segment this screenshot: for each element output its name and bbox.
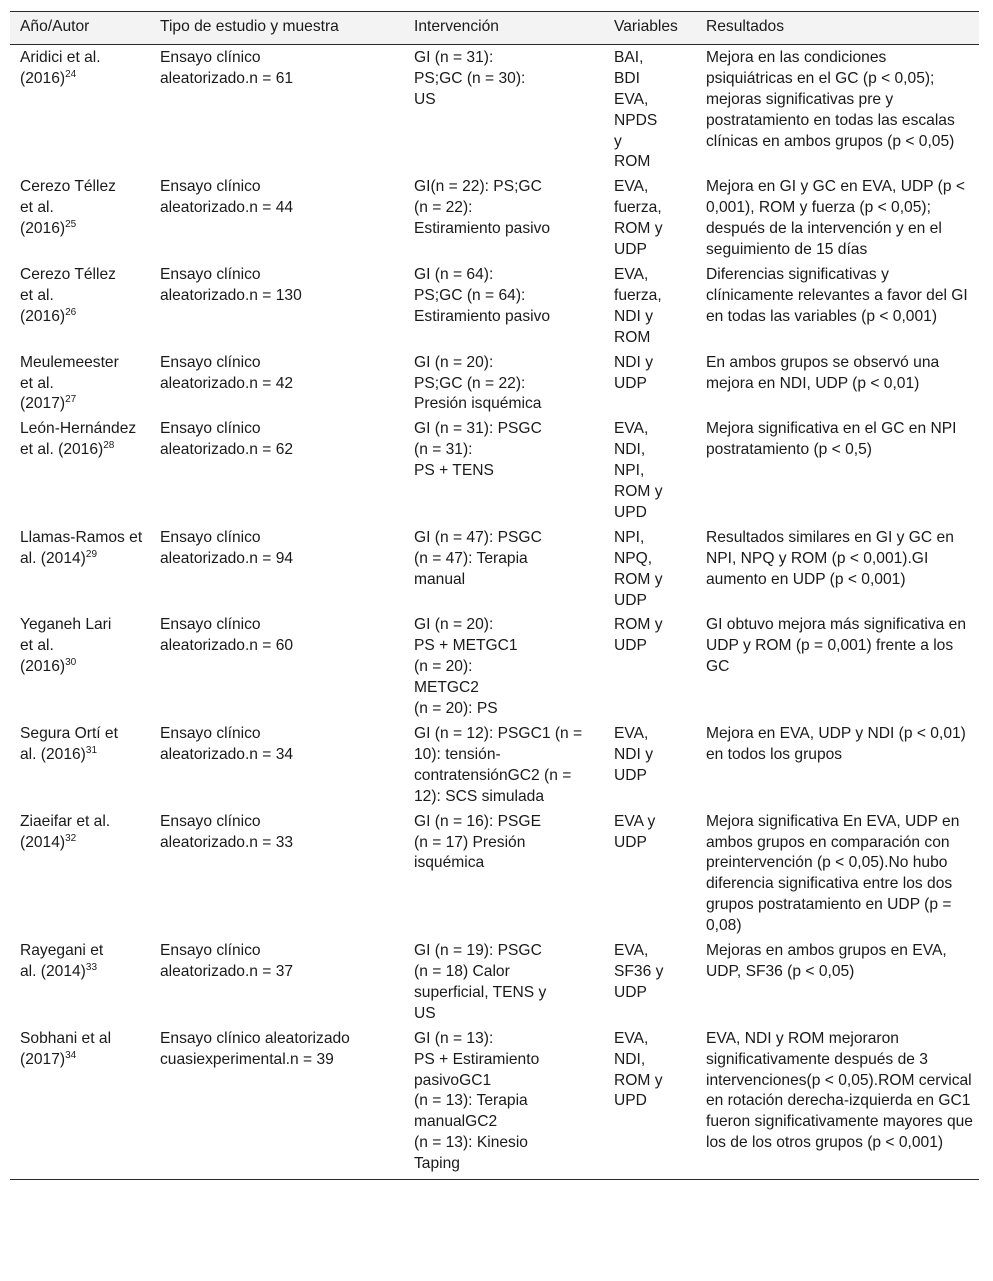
cell-study-type: Ensayo clínico aleatorizado cuasiexperimental.n = 39 xyxy=(150,1026,404,1180)
reference-number: 31 xyxy=(85,744,98,756)
cell-results: Mejora significativa En EVA, UDP en ambos grupos en comparación con preintervención (p < 0,05).No hubo diferencia significativa entre los dos grupos postratamiento en UDP (p = 0,08) xyxy=(706,812,960,935)
cell-results: En ambos grupos se observó una mejora en NDI, UDP (p < 0,01) xyxy=(706,353,940,392)
table-row xyxy=(10,612,979,721)
cell-variables: BAI, BDI EVA, NPDS y ROM xyxy=(614,48,658,171)
cell-results: Mejora en EVA, UDP y NDI (p < 0,01) en todos los grupos xyxy=(706,725,966,763)
header-intervention: Intervención xyxy=(404,12,604,45)
header-study-type: Tipo de estudio y muestra xyxy=(150,12,404,45)
cell-author-year xyxy=(10,174,150,262)
table-row xyxy=(10,525,979,613)
reference-number: 26 xyxy=(65,306,77,318)
table-row xyxy=(10,416,979,525)
table-row xyxy=(10,44,979,174)
cell-variables: EVA, fuerza, NDI y ROM xyxy=(614,265,662,346)
cell-study-type: Ensayo clínico aleatorizado.n = 37 xyxy=(160,942,294,980)
cell-results: Mejoras en ambos grupos en EVA, UDP, SF36 (p < 0,05) xyxy=(706,942,947,980)
author-year-text: Cerezo Téllez et al. (2016) xyxy=(20,265,116,325)
cell-variables: EVA, SF36 y UDP xyxy=(614,942,664,1001)
cell-study-type: Ensayo clínico aleatorizado.n = 60 xyxy=(160,616,294,655)
author-year-text: Sobhani et al (2017) xyxy=(20,1029,112,1068)
table-row xyxy=(10,938,979,1026)
cell-study-type: Ensayo clínico aleatorizado.n = 44 xyxy=(160,178,294,217)
cell-intervention: GI (n = 31): PS;GC (n = 30): US xyxy=(414,48,526,108)
table-row xyxy=(10,350,979,417)
cell-author-year xyxy=(10,525,150,613)
cell-intervention: GI (n = 19): PSGC (n = 18) Calor superficial, TENS y US xyxy=(414,942,547,1022)
table-row xyxy=(10,262,979,350)
cell-study-type: Ensayo clínico aleatorizado.n = 61 xyxy=(160,48,294,87)
table-row xyxy=(10,1026,979,1180)
cell-intervention: GI (n = 64): PS;GC (n = 64): Estiramiento pasivo xyxy=(414,265,551,325)
cell-results: Mejora en las condiciones psiquiátricas en el GC (p < 0,05); mejoras significativas pre y postratamiento en todas las escalas clínicas en ambos grupos (p < 0,05) xyxy=(706,48,955,150)
table-row xyxy=(10,809,979,938)
cell-author-year xyxy=(10,416,150,525)
header-author-year: Año/Autor xyxy=(10,12,150,45)
cell-intervention: GI (n = 31): PSGC (n = 31): PS + TENS xyxy=(414,420,542,480)
header-variables: Variables xyxy=(604,12,696,45)
reference-number: 28 xyxy=(103,440,115,452)
cell-author-year xyxy=(10,809,150,938)
cell-results: GI obtuvo mejora más significativa en UDP y ROM (p = 0,001) frente a los GC xyxy=(706,616,967,676)
author-year-text: Cerezo Téllez et al. (2016) xyxy=(20,178,116,238)
author-year-text: León-Hernández et al. (2016) xyxy=(20,420,137,459)
cell-variables: EVA y UDP xyxy=(614,812,656,851)
author-year-text: Rayegani et al. (2014) xyxy=(20,942,104,980)
table-row xyxy=(10,174,979,262)
cell-variables: NDI y UDP xyxy=(614,353,653,392)
cell-intervention: GI (n = 12): PSGC1 (n = 10): tensión-contratensiónGC2 (n = 12): SCS simulada xyxy=(414,725,583,805)
cell-intervention: GI (n = 20): PS;GC (n = 22): Presión isquémica xyxy=(414,353,542,413)
cell-variables: EVA, NDI, NPI, ROM y UPD xyxy=(614,420,663,521)
cell-variables: NPI, NPQ, ROM y UDP xyxy=(614,528,663,609)
author-year-text: Llamas-Ramos et al. (2014) xyxy=(20,528,143,567)
cell-author-year xyxy=(10,612,150,721)
author-year-text: Segura Ortí et al. (2016) xyxy=(20,725,118,763)
reference-number: 29 xyxy=(85,548,98,560)
cell-intervention: GI (n = 16): PSGE (n = 17) Presión isquémica xyxy=(414,812,541,872)
cell-study-type: Ensayo clínico aleatorizado.n = 130 xyxy=(160,265,302,304)
cell-study-type: Ensayo clínico aleatorizado.n = 94 xyxy=(160,528,294,567)
cell-variables: EVA, fuerza, ROM y UDP xyxy=(614,178,663,259)
cell-intervention: GI (n = 47): PSGC (n = 47): Terapia manual xyxy=(414,528,542,588)
cell-study-type: Ensayo clínico aleatorizado.n = 33 xyxy=(160,812,294,851)
cell-intervention: GI (n = 13): PS + Estiramiento pasivoGC1 (n = 13): Terapia manualGC2 (n = 13): Kinesio Taping xyxy=(404,1026,604,1180)
cell-author-year xyxy=(10,938,150,1026)
author-year-text: Aridici et al. (2016) xyxy=(20,48,101,87)
table-body xyxy=(10,44,979,1179)
reference-number: 33 xyxy=(85,961,98,973)
reference-number: 25 xyxy=(65,219,77,231)
table-row xyxy=(10,721,979,809)
cell-intervention: GI (n = 20): PS + METGC1 (n = 20): METGC2 (n = 20): PS xyxy=(414,616,518,718)
table-header xyxy=(10,12,979,45)
cell-study-type: Ensayo clínico aleatorizado.n = 42 xyxy=(160,353,294,392)
reference-number: 24 xyxy=(65,68,77,80)
cell-results: EVA, NDI y ROM mejoraron significativamente después de 3 intervenciones(p < 0,05).ROM cervical en rotación derecha-izquierda en GC1 fueron significativamente mayores que los de los otros grupos (p < 0,001) xyxy=(696,1026,979,1180)
author-year-text: Meulemeester et al. (2017) xyxy=(20,353,119,413)
cell-results: Resultados similares en GI y GC en NPI, NPQ y ROM (p < 0,001).GI aumento en UDP (p < 0,001) xyxy=(706,528,954,588)
cell-intervention: GI(n = 22): PS;GC (n = 22): Estiramiento pasivo xyxy=(414,178,551,238)
cell-variables: ROM y UDP xyxy=(614,616,663,655)
reference-number: 27 xyxy=(65,394,77,406)
cell-study-type: Ensayo clínico aleatorizado.n = 62 xyxy=(160,420,294,459)
reference-number: 30 xyxy=(65,657,77,669)
header-results: Resultados xyxy=(696,12,979,45)
author-year-text: Ziaeifar et al. (2014) xyxy=(20,812,111,851)
cell-variables: EVA, NDI y UDP xyxy=(614,725,653,784)
author-year-text: Yeganeh Lari et al. (2016) xyxy=(20,616,112,676)
reference-number: 34 xyxy=(65,1049,77,1061)
cell-author-year xyxy=(10,350,150,417)
cell-author-year xyxy=(10,721,150,809)
header-row xyxy=(10,12,979,45)
cell-author-year xyxy=(10,44,150,174)
cell-results: Mejora en GI y GC en EVA, UDP (p < 0,001), ROM y fuerza (p < 0,05); después de la intervención y en el seguimiento de 15 días xyxy=(706,178,965,259)
cell-study-type: Ensayo clínico aleatorizado.n = 34 xyxy=(160,725,294,763)
reference-number: 32 xyxy=(65,832,77,844)
cell-author-year xyxy=(10,262,150,350)
studies-table xyxy=(10,11,979,1180)
cell-variables: EVA, NDI, ROM y UPD xyxy=(604,1026,696,1180)
cell-author-year xyxy=(10,1026,150,1180)
cell-results: Mejora significativa en el GC en NPI postratamiento (p < 0,5) xyxy=(706,420,957,459)
cell-results: Diferencias significativas y clínicamente relevantes a favor del GI en todas las variables (p < 0,001) xyxy=(706,265,968,325)
